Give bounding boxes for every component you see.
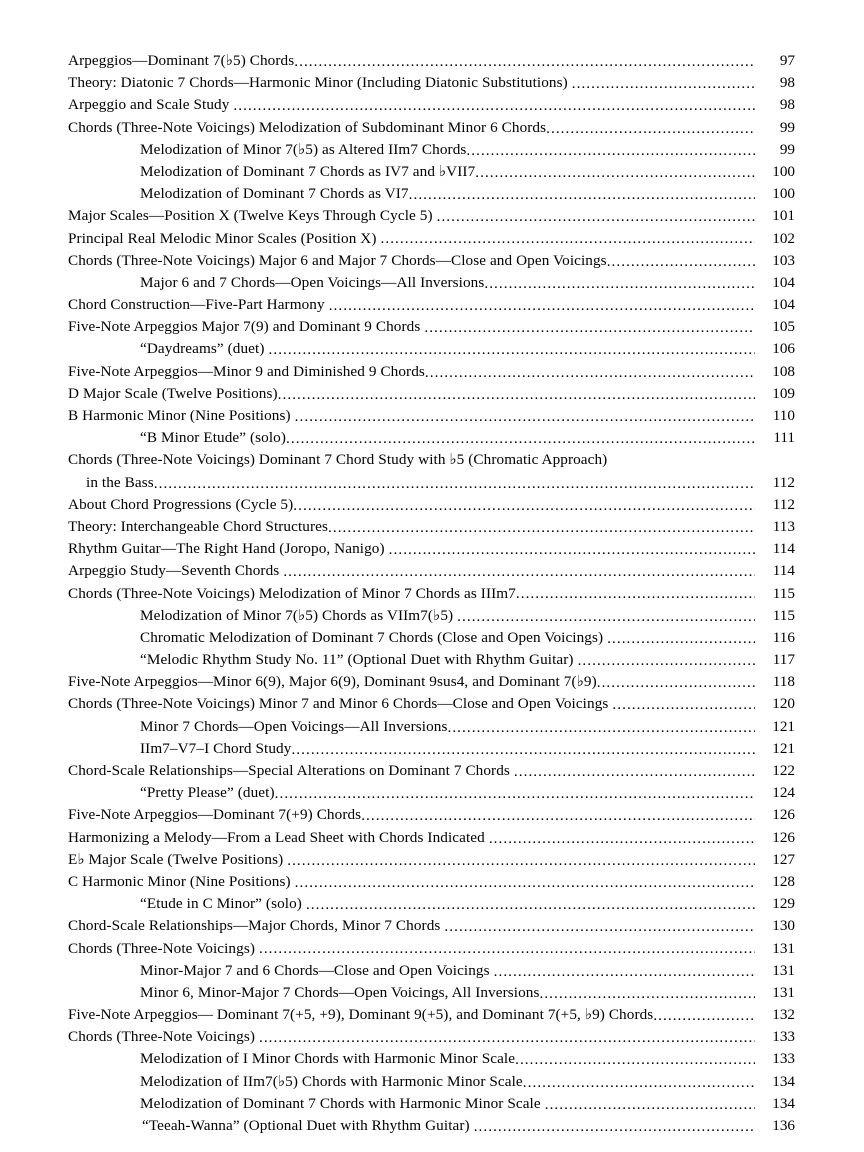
toc-entry-page-number: 106: [772, 340, 795, 358]
toc-entry-title: Chord Construction—Five-Part Harmony: [68, 296, 325, 314]
toc-entry-page-number: 134: [772, 1094, 795, 1112]
toc-dot-leader: [229, 103, 755, 117]
toc-entry[interactable]: [68, 1115, 795, 1137]
toc-dot-leader: [440, 924, 755, 938]
toc-entry-page-number: 133: [772, 1050, 795, 1068]
toc-entry-title: Chords (Three-Note Voicings) Major 6 and Major 7 Chords—Close and Open Voicings: [68, 251, 607, 269]
toc-dot-leader: [377, 236, 755, 250]
toc-entry-title: “Daydreams” (duet): [140, 340, 265, 358]
toc-dot-leader: [425, 369, 755, 383]
toc-entry-page-number: 131: [772, 983, 795, 1001]
toc-entry-page-number: 97: [779, 52, 795, 69]
toc-entry-title: Minor 7 Chords—Open Voicings—All Inversions: [140, 717, 448, 735]
toc-entry-title: Chromatic Melodization of Dominant 7 Chords (Close and Open Voicings): [140, 628, 604, 646]
toc-entry-page-number: 129: [772, 895, 795, 913]
toc-entry-page-number: 116: [772, 628, 795, 646]
toc-entry-title: Melodization of Dominant 7 Chords as VI7: [140, 185, 409, 203]
toc-entry-title: Chords (Three-Note Voicings) Dominant 7 Chord Study with ♭5 (Chromatic Approach): [68, 451, 608, 469]
toc-dot-leader: [328, 524, 755, 538]
toc-entry[interactable]: [68, 94, 795, 116]
toc-entry-title: Major Scales—Position X (Twelve Keys Through Cycle 5): [68, 207, 433, 225]
toc-entry[interactable]: [68, 982, 795, 1004]
toc-entry-title: Melodization of I Minor Chords with Harmonic Minor Scale: [140, 1050, 516, 1068]
toc-entry[interactable]: [68, 161, 795, 183]
toc-entry[interactable]: [68, 849, 795, 871]
toc-entry-page-number: 136: [772, 1117, 795, 1134]
toc-dot-leader: [286, 435, 755, 449]
toc-entry[interactable]: [68, 871, 795, 893]
toc-entry-title: Harmonizing a Melody—From a Lead Sheet with Chords Indicated: [68, 828, 485, 846]
toc-entry[interactable]: [68, 693, 795, 715]
toc-dot-leader: [568, 80, 755, 94]
toc-entry-page-number: 132: [772, 1006, 795, 1024]
toc-entry-title: “B Minor Etude” (solo): [140, 429, 287, 447]
toc-entry-title: Melodization of Dominant 7 Chords with Harmonic Minor Scale: [140, 1094, 541, 1112]
toc-entry[interactable]: [68, 1026, 795, 1048]
toc-dot-leader: [154, 480, 755, 494]
toc-entry-title: Five-Note Arpeggios—Minor 6(9), Major 6(9), Dominant 9sus4, and Dominant 7(♭9): [68, 673, 597, 691]
toc-entry[interactable]: [68, 50, 795, 72]
toc-entry-page-number: 103: [772, 251, 795, 269]
toc-entry-title: Five-Note Arpeggios Major 7(9) and Dominant 9 Chords: [68, 318, 421, 336]
toc-entry[interactable]: [68, 250, 795, 272]
toc-entry[interactable]: [68, 827, 795, 849]
toc-entry-title: in the Bass: [86, 473, 154, 491]
toc-entry-page-number: 99: [779, 118, 795, 136]
toc-entry[interactable]: [68, 560, 795, 582]
toc-dot-leader: [420, 324, 755, 338]
toc-entry[interactable]: [68, 649, 795, 671]
toc-entry-title: “Teeah-Wanna” (Optional Duet with Rhythm Guitar): [142, 1117, 470, 1134]
toc-entry[interactable]: [68, 427, 795, 449]
toc-entry-title: Minor-Major 7 and 6 Chords—Close and Open Voicings: [140, 961, 490, 979]
toc-dot-leader: [278, 391, 755, 405]
toc-entry[interactable]: [68, 472, 795, 494]
toc-entry-page-number: 114: [772, 540, 795, 558]
toc-entry[interactable]: [68, 494, 795, 516]
toc-entry[interactable]: [68, 516, 795, 538]
toc-entry-page-number: 130: [772, 917, 795, 935]
toc-entry[interactable]: [68, 205, 795, 227]
toc-entry-page-number: 133: [772, 1028, 795, 1046]
toc-entry-page-number: 122: [772, 762, 795, 779]
toc-entry-title: IIm7–V7–I Chord Study: [140, 739, 292, 757]
toc-entry-page-number: 105: [772, 318, 795, 336]
toc-dot-leader: [293, 502, 755, 516]
toc-entry-page-number: 124: [772, 784, 795, 802]
toc-entry[interactable]: [68, 383, 795, 405]
toc-dot-leader: [597, 679, 755, 693]
toc-entry-title: Melodization of IIm7(♭5) Chords with Harmonic Minor Scale: [140, 1072, 523, 1090]
toc-entry[interactable]: [68, 893, 795, 915]
toc-entry-page-number: 101: [772, 207, 795, 225]
toc-entry[interactable]: [68, 117, 795, 139]
toc-entry-page-number: 112: [772, 495, 795, 513]
toc-dot-leader: [447, 724, 755, 738]
toc-entry-title: Principal Real Melodic Minor Scales (Position X): [68, 229, 377, 247]
toc-entry-page-number: 112: [772, 473, 795, 491]
toc-entry[interactable]: [68, 449, 795, 471]
toc-dot-leader: [325, 302, 755, 316]
toc-entry-page-number: 111: [773, 429, 795, 447]
toc-dot-leader: [574, 657, 755, 671]
toc-entry-title: Rhythm Guitar—The Right Hand (Joropo, Nanigo): [68, 540, 385, 558]
toc-entry-title: Chord-Scale Relationships—Major Chords, Minor 7 Chords: [68, 917, 441, 935]
toc-entry-title: Five-Note Arpeggios—Minor 9 and Diminished 9 Chords: [68, 362, 425, 380]
toc-entry[interactable]: [68, 316, 795, 338]
toc-entry-page-number: 118: [772, 673, 795, 691]
toc-dot-leader: [510, 768, 755, 782]
toc-entry-title: Melodization of Dominant 7 Chords as IV7 and ♭VII7: [140, 162, 476, 180]
toc-entry-title: B Harmonic Minor (Nine Positions): [68, 407, 291, 424]
toc-entry-page-number: 120: [772, 695, 795, 713]
toc-entry-page-number: 104: [772, 296, 795, 314]
toc-entry-page-number: 115: [772, 584, 795, 602]
toc-entry-title: Major 6 and 7 Chords—Open Voicings—All Inversions: [140, 273, 485, 291]
toc-dot-leader: [603, 635, 755, 649]
toc-entry-title: Arpeggio and Scale Study: [68, 96, 230, 114]
toc-entry-page-number: 108: [772, 362, 795, 380]
toc-entry-title: Chord-Scale Relationships—Special Alterations on Dominant 7 Chords: [68, 762, 510, 779]
toc-entry[interactable]: [68, 960, 795, 982]
toc-entry-page-number: 128: [772, 872, 795, 890]
toc-entry-page-number: 100: [772, 185, 795, 203]
toc-entry-title: “Melodic Rhythm Study No. 11” (Optional Duet with Rhythm Guitar): [140, 651, 574, 669]
toc-entry-page-number: 99: [779, 140, 795, 158]
toc-dot-leader: [409, 191, 755, 205]
toc-entry-title: “Etude in C Minor” (solo): [140, 895, 302, 913]
toc-dot-leader: [361, 813, 755, 827]
toc-dot-leader: [265, 347, 755, 361]
toc-entry[interactable]: [68, 294, 795, 316]
toc-dot-leader: [541, 1101, 755, 1115]
toc-dot-leader: [470, 1123, 755, 1137]
toc-entry-page-number: 110: [772, 407, 795, 424]
toc-entry-title: Arpeggio Study—Seventh Chords: [68, 562, 280, 580]
toc-entry-title: Minor 6, Minor-Major 7 Chords—Open Voicings, All Inversions: [140, 983, 540, 1001]
toc-dot-leader: [255, 946, 755, 960]
toc-entry-page-number: 131: [772, 939, 795, 957]
toc-dot-leader: [490, 968, 755, 982]
toc-dot-leader: [484, 280, 755, 294]
toc-entry-page-number: 104: [772, 273, 795, 291]
toc-entry-page-number: 98: [779, 96, 795, 114]
toc-entry[interactable]: [68, 405, 795, 427]
toc-dot-leader: [607, 258, 755, 272]
toc-dot-leader: [255, 1034, 755, 1048]
toc-entry[interactable]: [68, 72, 795, 94]
toc-entry-page-number: 100: [772, 162, 795, 180]
toc-entry-page-number: 98: [779, 74, 795, 92]
toc-entry-page-number: 127: [772, 850, 795, 868]
toc-dot-leader: [291, 746, 755, 760]
toc-dot-leader: [466, 147, 755, 161]
toc-entry[interactable]: [68, 804, 795, 826]
toc-entry[interactable]: [68, 782, 795, 804]
toc-entry[interactable]: [68, 671, 795, 693]
toc-entry[interactable]: [68, 583, 795, 605]
toc-entry[interactable]: [68, 716, 795, 738]
toc-entry[interactable]: [68, 738, 795, 760]
toc-entry-title: Melodization of Minor 7(♭5) Chords as VIIm7(♭5): [140, 606, 454, 624]
toc-entry-title: About Chord Progressions (Cycle 5): [68, 495, 294, 513]
toc-entry[interactable]: [68, 538, 795, 560]
toc-entry-page-number: 126: [772, 806, 795, 824]
toc-dot-leader: [475, 169, 755, 183]
toc-entry-page-number: 114: [772, 562, 795, 580]
toc-entry[interactable]: [68, 938, 795, 960]
toc-entry[interactable]: [68, 915, 795, 937]
toc-dot-leader: [291, 413, 755, 427]
toc-dot-leader: [539, 990, 755, 1004]
toc-entry[interactable]: [68, 627, 795, 649]
toc-entry-page-number: 121: [772, 739, 795, 757]
toc-entry-title: Five-Note Arpeggios— Dominant 7(+5, +9), Dominant 9(+5), and Dominant 7(+5, ♭9) Chords: [68, 1006, 654, 1024]
toc-entry-title: Theory: Diatonic 7 Chords—Harmonic Minor (Including Diatonic Substitutions): [68, 74, 568, 92]
toc-dot-leader: [433, 214, 755, 228]
toc-entry-title: E♭ Major Scale (Twelve Positions): [68, 850, 284, 868]
toc-dot-leader: [385, 546, 755, 560]
toc-entry[interactable]: [68, 272, 795, 294]
toc-entry[interactable]: [68, 361, 795, 383]
toc-entry-title: Chords (Three-Note Voicings): [68, 939, 255, 957]
toc-entry-page-number: 117: [772, 651, 795, 669]
toc-entry-title: Theory: Interchangeable Chord Structures: [68, 517, 328, 535]
toc-entry-title: Chords (Three-Note Voicings) Minor 7 and Minor 6 Chords—Close and Open Voicings: [68, 695, 609, 713]
toc-entry[interactable]: [68, 605, 795, 627]
toc-dot-leader: [283, 857, 755, 871]
toc-entry[interactable]: [68, 1048, 795, 1070]
toc-dot-leader: [485, 835, 755, 849]
toc-entry-title: Chords (Three-Note Voicings) Melodization of Subdominant Minor 6 Chords: [68, 118, 547, 136]
toc-dot-leader: [294, 58, 755, 72]
toc-dot-leader: [275, 790, 755, 804]
toc-entry-page-number: 113: [772, 517, 795, 535]
toc-entry-title: Melodization of Minor 7(♭5) as Altered IIm7 Chords: [140, 140, 467, 158]
toc-entry-title: Arpeggios—Dominant 7(♭5) Chords: [68, 52, 295, 69]
toc-entry[interactable]: [68, 338, 795, 360]
toc-entry-title: Five-Note Arpeggios—Dominant 7(+9) Chords: [68, 806, 362, 824]
toc-entry-page-number: 102: [772, 229, 795, 247]
toc-entry-title: C Harmonic Minor (Nine Positions): [68, 872, 291, 890]
toc-entry[interactable]: [68, 139, 795, 161]
toc-entry[interactable]: [68, 1004, 795, 1026]
table-of-contents: [68, 50, 795, 1137]
toc-dot-leader: [516, 591, 755, 605]
toc-entry-title: “Pretty Please” (duet): [140, 784, 275, 802]
toc-dot-leader: [279, 569, 755, 583]
toc-entry[interactable]: [68, 760, 795, 782]
toc-entry-title: D Major Scale (Twelve Positions): [68, 384, 278, 402]
toc-dot-leader: [291, 879, 755, 893]
toc-entry-page-number: 109: [772, 384, 795, 402]
toc-entry-title: Chords (Three-Note Voicings) Melodization of Minor 7 Chords as IIIm7: [68, 584, 516, 602]
toc-entry[interactable]: [68, 1071, 795, 1093]
toc-entry[interactable]: [68, 228, 795, 250]
toc-dot-leader: [453, 613, 755, 627]
toc-dot-leader: [523, 1079, 755, 1093]
toc-dot-leader: [608, 702, 755, 716]
toc-dot-leader: [607, 458, 755, 472]
toc-dot-leader: [302, 901, 755, 915]
toc-entry[interactable]: [68, 183, 795, 205]
toc-entry[interactable]: [68, 1093, 795, 1115]
toc-dot-leader: [653, 1012, 755, 1026]
toc-entry-page-number: 134: [772, 1072, 795, 1090]
toc-dot-leader: [546, 125, 755, 139]
toc-entry-page-number: 115: [772, 606, 795, 624]
toc-entry-page-number: 121: [772, 717, 795, 735]
toc-entry-page-number: 126: [772, 828, 795, 846]
toc-entry-title: Chords (Three-Note Voicings): [68, 1028, 255, 1046]
toc-dot-leader: [515, 1057, 755, 1071]
toc-entry-page-number: 131: [772, 961, 795, 979]
